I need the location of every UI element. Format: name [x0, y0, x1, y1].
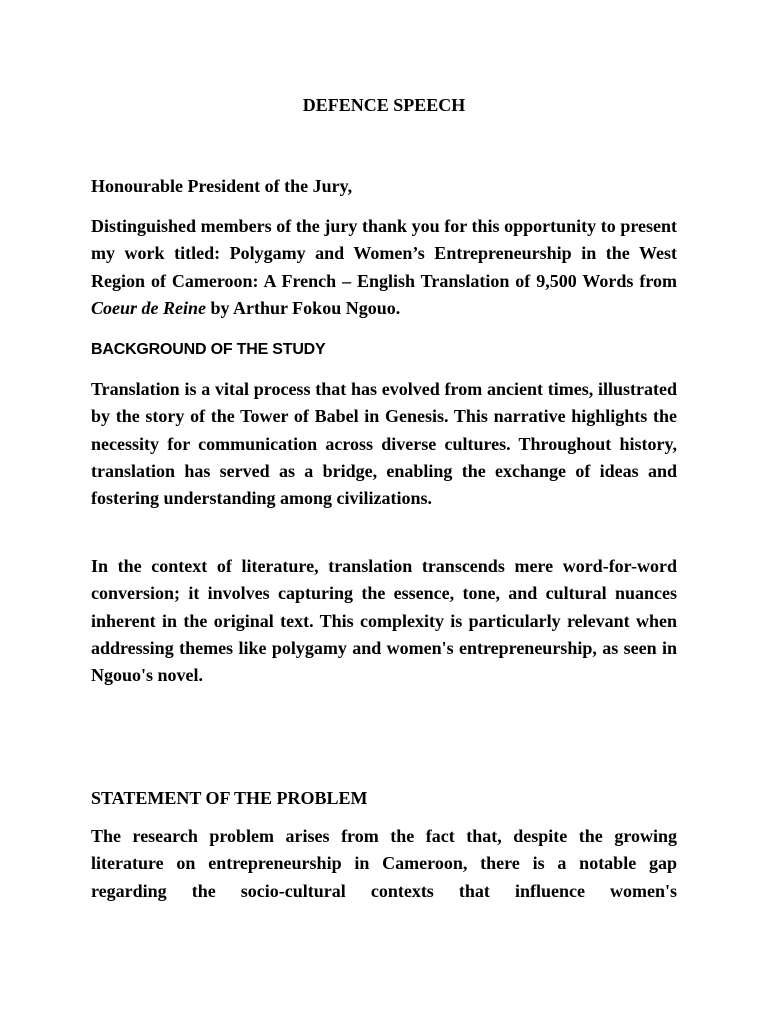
intro-paragraph — [91, 213, 677, 322]
background-heading: BACKGROUND OF THE STUDY — [91, 341, 326, 358]
problem-paragraph: The research problem arises from the fact that, despite the growing literature on entrepreneurship in Cameroon, there is a notable gap regarding the socio-cultural contexts that influence women's — [91, 826, 677, 901]
intro-text-before-title: Distinguished members of the jury thank you for this opportunity to present my work titled: Polygamy and Women’s Entrepreneurship in the West Region of Cameroon: A French – English Translation of 9,500 Words from — [91, 216, 677, 291]
document-title: DEFENCE SPEECH — [302, 95, 466, 115]
salutation: Honourable President of the Jury, — [91, 176, 353, 196]
background-paragraph-1: Translation is a vital process that has evolved from ancient times, illustrated by the story of the Tower of Babel in Genesis. This narrative highlights the necessity for communication across diverse cultures. Throughout history, translation has served as a bridge, enabling the exchange of ideas and fostering understanding among civilizations. — [91, 379, 677, 509]
novel-title: Coeur de Reine — [91, 297, 206, 318]
intro-text-after-title: by Arthur Fokou Ngouo. — [206, 297, 401, 318]
background-paragraph-2: In the context of literature, translation transcends mere word-for-word conversion; it involves capturing the essence, tone, and cultural nuances inherent in the original text. This complexity is particularly relevant when addressing themes like polygamy and women's entrepreneurship, as seen in Ngouo's novel. — [91, 556, 677, 686]
problem-heading: STATEMENT OF THE PROBLEM — [91, 788, 368, 808]
